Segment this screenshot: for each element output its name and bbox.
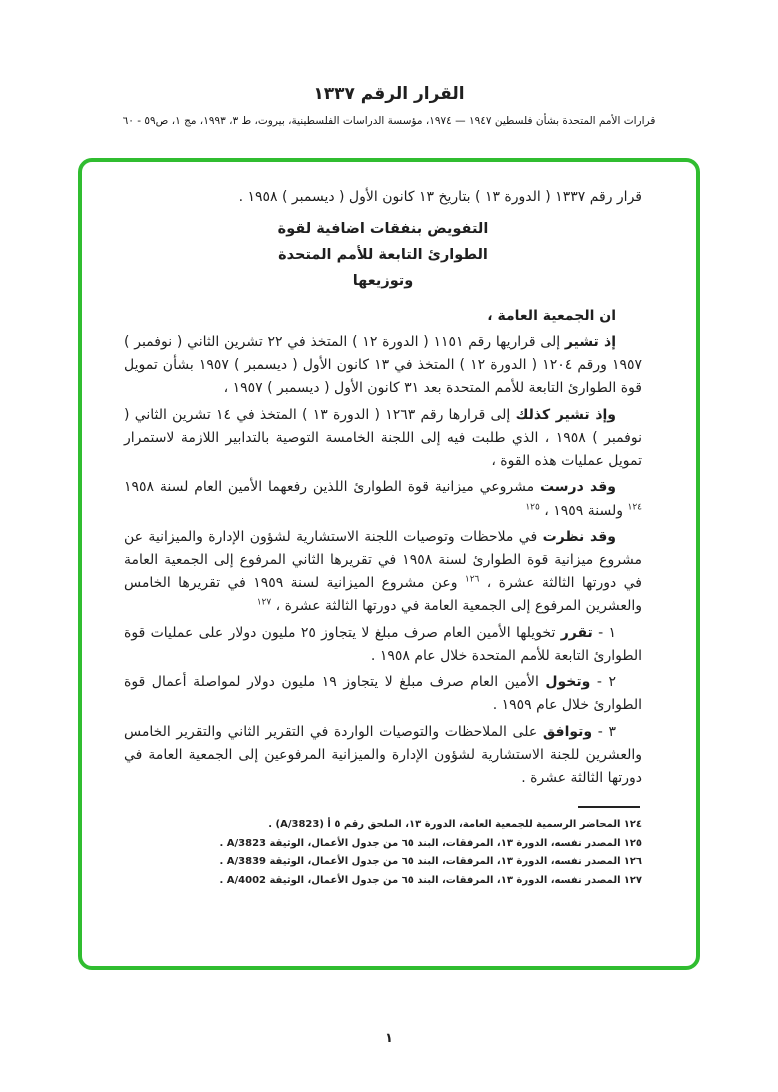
page-header <box>0 84 778 127</box>
footnote-ref-125: ١٢٥ <box>525 501 540 512</box>
resolution-intro <box>124 186 642 209</box>
paragraph-lead: وإذ تشير كذلك <box>515 406 617 423</box>
resolution-box <box>78 158 700 970</box>
operative-paragraph-1 <box>124 622 642 668</box>
paragraph-number: ١ - <box>598 624 616 641</box>
paragraph-text: في ملاحظات وتوصيات اللجنة الاستشارية لشؤون الإدارة والميزانية عن مشروع ميزانية قوة الطوارئ لسنة ١٩٥٨ في تقريرها الثاني المرفوع إلى الجمعية العامة في دورتها الثالثة عشرة ، <box>124 528 642 592</box>
footnote-number: ١٢٥ <box>623 837 642 849</box>
paragraph-text: وعن مشروع الميزانية لسنة ١٩٥٩ في تقريرها الخامس والعشرين المرفوع إلى الجمعية العامة في دورتها الثالثة عشرة ، <box>124 575 642 615</box>
footnote-124 <box>124 816 642 835</box>
footnote-ref-127: ١٢٧ <box>256 597 272 608</box>
heading-line-2: الطوارئ التابعة للأمم المتحدة <box>278 247 488 264</box>
operative-paragraph-2 <box>124 671 642 717</box>
footnote-text: المحاضر الرسمية للجمعية العامة، الدورة ١٣، الملحق رقم ٥ أ (A/3823) . <box>268 819 621 831</box>
footnote-text: المصدر نفسه، الدورة ١٣، المرفقات، البند ٦٥ من جدول الأعمال، الوثيقة A/3823 . <box>219 837 621 849</box>
preamble-opening: ان الجمعية العامة ، <box>487 307 616 324</box>
source-citation: قرارات الأمم المتحدة بشأن فلسطين ١٩٤٧ — ١٩٧٤، مؤسسة الدراسات الفلسطينية، بيروت، ط ٣، ١٩٩٣، مج ١، ص٥٩ - ٦٠ <box>122 115 656 127</box>
footnote-ref-126: ١٢٦ <box>464 574 480 585</box>
preamble-paragraph-2 <box>124 404 642 474</box>
preamble-paragraph-3 <box>124 476 642 522</box>
paragraph-number: ٣ - <box>597 723 616 740</box>
paragraph-text: الأمين العام صرف مبلغ لا يتجاوز ١٩ مليون دولار لمواصلة أعمال قوة الطوارئ خلال عام ١٩٥٩ . <box>124 674 642 714</box>
heading-line-1: التفويض بنفقات اضافية لقوة <box>277 221 489 238</box>
page-title: القرار الرقم ١٣٣٧ <box>313 84 465 104</box>
footnote-separator <box>578 806 640 808</box>
footnote-ref-124: ١٢٤ <box>627 501 642 512</box>
page-number: ١ <box>385 1031 393 1046</box>
paragraph-lead: وقد درست <box>539 479 617 496</box>
paragraph-lead: تقرر <box>560 624 593 641</box>
footnote-125 <box>124 835 642 854</box>
footnote-number: ١٢٧ <box>623 874 642 886</box>
preamble-paragraph-1 <box>124 331 642 401</box>
paragraph-text: مشروعي ميزانية قوة الطوارئ اللذين رفعهما الأمين العام لسنة ١٩٥٨ <box>124 479 540 496</box>
operative-paragraph-3 <box>124 721 642 791</box>
footnote-number: ١٢٤ <box>623 819 642 831</box>
footnote-text: المصدر نفسه، الدورة ١٣، المرفقات، البند ٦٥ من جدول الأعمال، الوثيقة A/4002 . <box>219 874 621 886</box>
paragraph-lead: وتخول <box>545 674 591 691</box>
paragraph-text: ولسنة ١٩٥٩ ، <box>539 502 628 519</box>
footnote-number: ١٢٦ <box>623 856 642 868</box>
preamble-paragraph-4 <box>124 526 642 619</box>
resolution-heading <box>124 217 642 294</box>
paragraph-text: تخويلها الأمين العام صرف مبلغ لا يتجاوز ٢٥ مليون دولار على عمليات قوة الطوارئ التابعة للأمم المتحدة خلال عام ١٩٥٨ . <box>124 624 642 664</box>
paragraph-text: إلى قرارها رقم ١٢٦٣ ( الدورة ١٣ ) المتخذ في ١٤ تشرين الثاني ( نوفمبر ) ١٩٥٨ ، الذي طلبت فيه إلى اللجنة الخامسة التوصية بالتدابير اللازمة لاستمرار تمويل عمليات هذه القوة ، <box>124 406 642 470</box>
paragraph-lead: وتوافق <box>542 723 593 740</box>
resolution-intro-text: قرار رقم ١٣٣٧ ( الدورة ١٣ ) بتاريخ ١٣ كانون الأول ( ديسمبر ) ١٩٥٨ . <box>238 189 642 205</box>
footnote-127 <box>124 872 642 891</box>
paragraph-text: إلى قراريها رقم ١١٥١ ( الدورة ١٢ ) المتخذ في ٢٢ تشرين الثاني ( نوفمبر ) ١٩٥٧ ورقم ١٢٠٤ ( الدورة ١٢ ) المتخذ في ١٣ كانون الأول ( ديسمبر ) ١٩٥٧ بشأن تمويل قوة الطوارئ التابعة للأمم المتحدة بعد ٣١ كانون الأول ( ديسمبر ) ١٩٥٧ ، <box>124 333 643 397</box>
paragraph-lead: وقد نظرت <box>542 528 616 545</box>
footnote-text: المصدر نفسه، الدورة ١٣، المرفقات، البند ٦٥ من جدول الأعمال، الوثيقة A/3839 . <box>219 856 621 868</box>
paragraph-lead: إذ تشير <box>564 333 616 350</box>
heading-line-3: وتوزيعها <box>352 272 414 289</box>
paragraph-number: ٢ - <box>596 674 616 691</box>
paragraph-text: على الملاحظات والتوصيات الواردة في التقرير الثاني والتقرير الخامس والعشرين للجنة الاستشارية لشؤون الإدارة والميزانية المرفوعين إلى الجمعية العامة في دورتها الثالثة عشرة . <box>124 723 642 787</box>
footnote-126 <box>124 853 642 872</box>
footnotes <box>124 816 642 890</box>
